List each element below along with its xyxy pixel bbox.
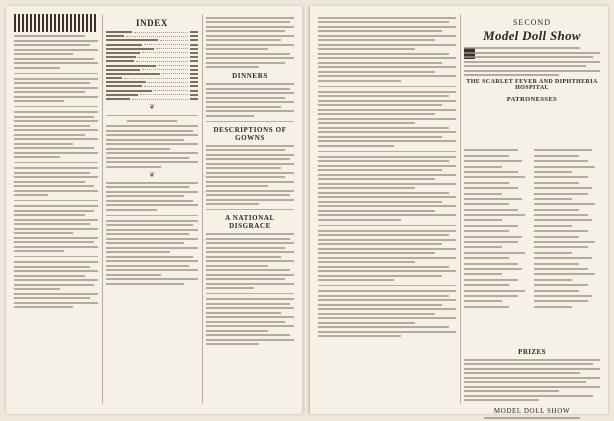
patronesses-list-right xyxy=(534,146,598,311)
right-page xyxy=(310,6,608,414)
scarlet-fever-heading: THE SCARLET FEVER AND DIPHTHERIA HOSPITAL xyxy=(466,78,598,91)
left-column-1 xyxy=(14,14,98,404)
model-doll-show-title: Model Doll Show xyxy=(483,28,581,43)
descriptions-of-gowns-heading: DESCRIPTIONS OF GOWNS xyxy=(213,125,287,142)
prizes-heading: PRIZES xyxy=(518,348,546,356)
left-column-3 xyxy=(206,14,294,404)
index-heading: INDEX xyxy=(135,18,168,28)
business-notices-masthead xyxy=(14,14,98,32)
column-rule xyxy=(460,14,461,404)
prizes-section xyxy=(464,346,600,421)
model-doll-show-footer: MODEL DOLL SHOW xyxy=(493,407,571,415)
patronesses-heading: PATRONESSES xyxy=(506,95,558,103)
index-list xyxy=(106,31,198,100)
spread-gutter xyxy=(302,6,310,414)
left-column-2: INDEX ❦ ❦ xyxy=(106,14,198,404)
second-label: SECOND xyxy=(512,18,551,27)
dinners-heading: DINNERS xyxy=(232,72,268,80)
national-disgrace-heading: A NATIONAL DISGRACE xyxy=(225,214,275,230)
column-rule xyxy=(202,14,203,404)
column-rule xyxy=(102,14,103,404)
patronesses-list-left xyxy=(464,146,528,311)
ornament: ❦ xyxy=(149,103,155,111)
right-column-1 xyxy=(318,14,456,404)
left-page xyxy=(6,6,302,414)
right-column-2 xyxy=(464,14,600,415)
